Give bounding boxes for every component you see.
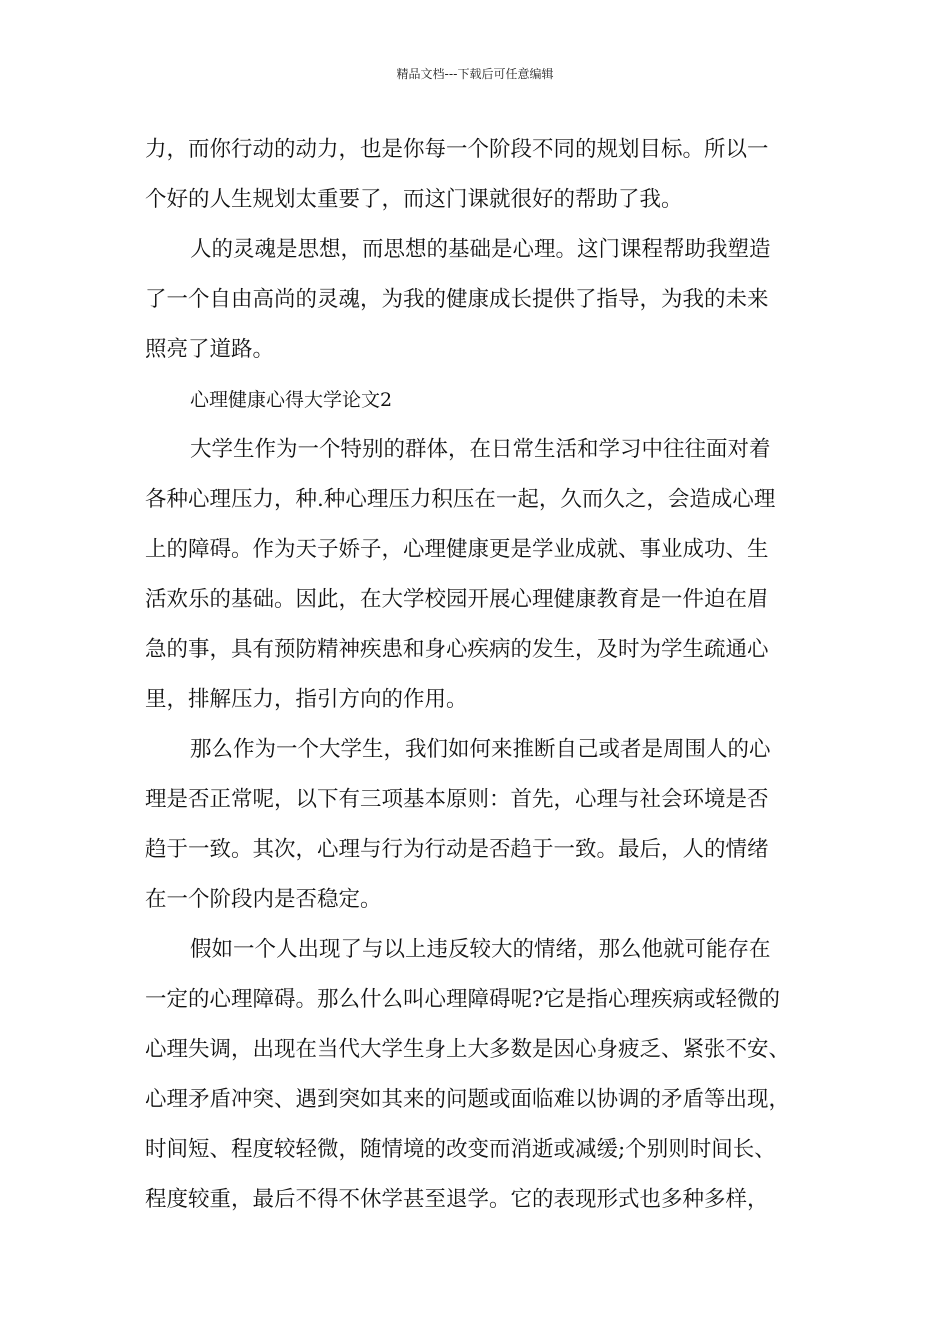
text-line: 了一个自由高尚的灵魂，为我的健康成长提供了指导，为我的未来 [145, 287, 769, 312]
text-line: 程度较重，最后不得不休学甚至退学。它的表现形式也多种多样， [145, 1187, 769, 1212]
document-body [145, 125, 815, 1225]
text-line: 力，而你行动的动力，也是你每一个阶段不同的规划目标。所以一 [145, 137, 769, 162]
text-line: 心理失调，出现在当代大学生身上大多数是因心身疲乏、紧张不安、 [145, 1037, 791, 1062]
paragraph [145, 425, 815, 725]
paragraph [145, 125, 815, 225]
text-line: 假如一个人出现了与以上违反较大的情绪，那么他就可能存在 [190, 937, 771, 962]
text-line: 急的事，具有预防精神疾患和身心疾病的发生，及时为学生疏通心 [145, 637, 769, 662]
paragraph [145, 925, 815, 1225]
text-line: 上的障碍。作为天子娇子，心理健康更是学业成就、事业成功、生 [145, 537, 769, 562]
text-line: 时间短、程度较轻微，随情境的改变而消逝或减缓;个别则时间长、 [145, 1137, 776, 1162]
text-line: 个好的人生规划太重要了，而这门课就很好的帮助了我。 [145, 187, 683, 212]
page-header: 精品文档---下载后可任意编辑 [396, 67, 554, 81]
section-heading [145, 375, 815, 425]
text-line: 人的灵魂是思想，而思想的基础是心理。这门课程帮助我塑造 [190, 237, 771, 262]
text-line: 里，排解压力，指引方向的作用。 [145, 687, 468, 712]
section-heading-text: 心理健康心得大学论文2 [190, 389, 393, 411]
text-line: 那么作为一个大学生，我们如何来推断自己或者是周围人的心 [190, 737, 771, 762]
paragraph [145, 225, 815, 375]
text-line: 照亮了道路。 [145, 337, 275, 362]
text-line: 心理矛盾冲突、遇到突如其来的问题或面临难以协调的矛盾等出现， [145, 1087, 791, 1112]
text-line: 大学生作为一个特别的群体，在日常生活和学习中往往面对着 [190, 437, 771, 462]
paragraph [145, 725, 815, 925]
text-line: 趋于一致。其次，心理与行为行动是否趋于一致。最后，人的情绪 [145, 837, 769, 862]
text-line: 活欢乐的基础。因此，在大学校园开展心理健康教育是一件迫在眉 [145, 587, 769, 612]
text-line: 在一个阶段内是否稳定。 [145, 887, 382, 912]
text-line: 各种心理压力，种.种心理压力积压在一起，久而久之，会造成心理 [145, 487, 776, 512]
text-line: 一定的心理障碍。那么什么叫心理障碍呢?它是指心理疾病或轻微的 [145, 987, 781, 1012]
text-line: 理是否正常呢，以下有三项基本原则：首先，心理与社会环境是否 [145, 787, 769, 812]
